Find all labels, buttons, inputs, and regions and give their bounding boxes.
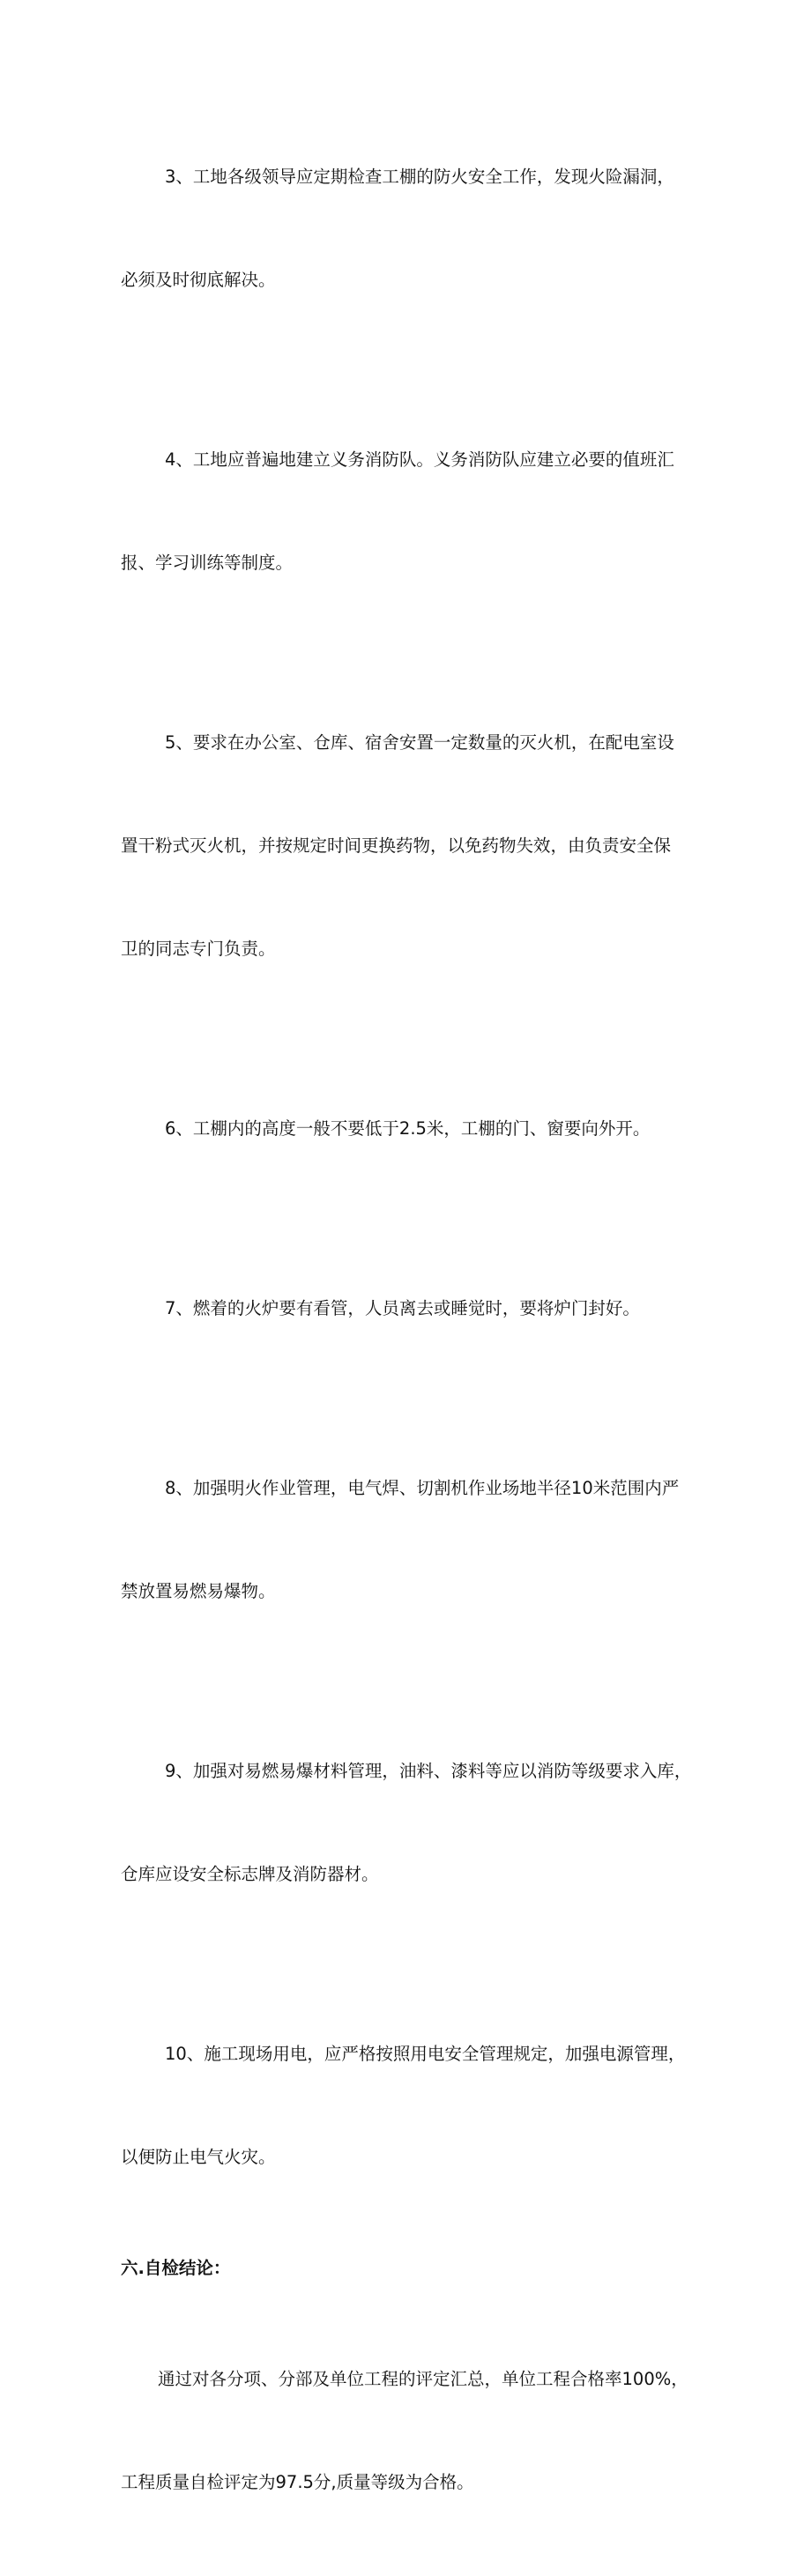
paragraph-line: 10、施工现场用电，应严格按照用电安全管理规定，加强电源管理， bbox=[165, 2044, 686, 2064]
paragraph-item-9 bbox=[121, 1685, 703, 1960]
paragraph-line: 报、学习训练等制度。 bbox=[121, 553, 294, 573]
paragraph-line: 必须及时彻底解决。 bbox=[121, 270, 276, 290]
paragraph-item-6 bbox=[121, 1043, 703, 1214]
paragraph-line: 卫的同志专门负责。 bbox=[121, 939, 276, 959]
paragraph-item-10 bbox=[121, 1968, 703, 2243]
paragraph-item-8 bbox=[121, 1402, 703, 1677]
paragraph-line: 8、加强明火作业管理，电气焊、切割机作业场地半径10米范围内严 bbox=[165, 1478, 680, 1498]
paragraph-line: 3、工地各级领导应定期检查工棚的防火安全工作，发现火险漏洞， bbox=[165, 167, 674, 187]
paragraph-item-3 bbox=[121, 91, 703, 366]
paragraph-line: 5、要求在办公室、仓库、宿舍安置一定数量的灭火机，在配电室设 bbox=[165, 732, 674, 753]
paragraph-item-4 bbox=[121, 374, 703, 649]
section-heading: 六.自检结论： bbox=[121, 2258, 231, 2278]
paragraph-line: 工程质量自检评定为97.5分,质量等级为合格。 bbox=[121, 2472, 474, 2492]
paragraph-line: 通过对各分项、分部及单位工程的评定汇总，单位工程合格率100%， bbox=[158, 2369, 688, 2389]
paragraph-item-7 bbox=[121, 1222, 703, 1394]
paragraph-line: 以便防止电气火灾。 bbox=[121, 2147, 276, 2167]
paragraph-line: 7、燃着的火炉要有看管，人员离去或睡觉时，要将炉门封好。 bbox=[165, 1298, 640, 1318]
paragraph-line: 6、工棚内的高度一般不要低于2.5米，工棚的门、窗要向外开。 bbox=[165, 1118, 651, 1139]
paragraph-line: 仓库应设安全标志牌及消防器材。 bbox=[121, 1864, 379, 1884]
document-body bbox=[121, 91, 703, 2576]
paragraph-line: 9、加强对易燃易爆材料管理，油料、漆料等应以消防等级要求入库， bbox=[165, 1761, 692, 1781]
paragraph-line: 禁放置易燃易爆物。 bbox=[121, 1581, 276, 1601]
paragraph-item-5 bbox=[121, 657, 703, 1035]
paragraph-line: 4、工地应普遍地建立义务消防队。义务消防队应建立必要的值班汇 bbox=[165, 449, 674, 470]
paragraph-line: 置干粉式灭火机，并按规定时间更换药物，以免药物失效，由负责安全保 bbox=[121, 835, 672, 856]
conclusion-paragraph bbox=[121, 2293, 703, 2568]
